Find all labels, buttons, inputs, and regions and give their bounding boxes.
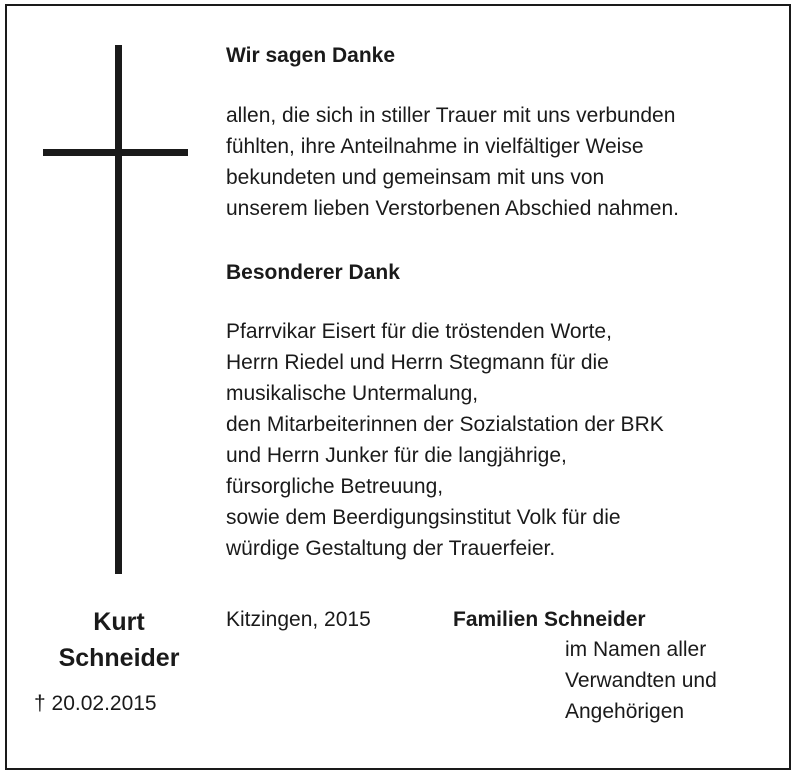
thanks-line: unserem lieben Verstorbenen Abschied nahmen. bbox=[226, 197, 679, 220]
family-line: im Namen aller bbox=[565, 638, 707, 661]
special-thanks-paragraph bbox=[226, 316, 664, 564]
family-line: Verwandten und bbox=[565, 669, 717, 692]
thanks-line: bekundeten und gemeinsam mit uns von bbox=[226, 166, 605, 189]
deceased-last-name: Schneider bbox=[58, 644, 180, 672]
special-line: den Mitarbeiterinnen der Sozialstation der BRK bbox=[226, 413, 664, 436]
family-signature: Familien Schneider bbox=[453, 608, 646, 631]
place-date: Kitzingen, 2015 bbox=[226, 608, 371, 631]
cross-icon-horizontal-beam bbox=[43, 149, 188, 156]
death-date: † 20.02.2015 bbox=[34, 692, 157, 715]
special-line: und Herrn Junker für die langjährige, bbox=[226, 444, 567, 467]
thanks-heading: Wir sagen Danke bbox=[226, 44, 396, 67]
family-line: Angehörigen bbox=[565, 700, 685, 723]
special-line: sowie dem Beerdigungsinstitut Volk für die bbox=[226, 506, 621, 529]
special-line: fürsorgliche Betreuung, bbox=[226, 475, 444, 498]
cross-icon-vertical-beam bbox=[115, 45, 122, 574]
thanks-line: allen, die sich in stiller Trauer mit uns verbunden bbox=[226, 104, 676, 127]
special-line: Pfarrvikar Eisert für die tröstenden Worte, bbox=[226, 320, 612, 343]
family-signature-subtitle bbox=[565, 634, 717, 727]
special-line: würdige Gestaltung der Trauerfeier. bbox=[226, 537, 556, 560]
thanks-paragraph bbox=[226, 100, 679, 224]
deceased-first-name: Kurt bbox=[93, 608, 145, 636]
special-line: musikalische Untermalung, bbox=[226, 382, 479, 405]
thanks-line: fühlten, ihre Anteilnahme in vielfältiger Weise bbox=[226, 135, 644, 158]
special-thanks-heading: Besonderer Dank bbox=[226, 261, 400, 284]
special-line: Herrn Riedel und Herrn Stegmann für die bbox=[226, 351, 609, 374]
